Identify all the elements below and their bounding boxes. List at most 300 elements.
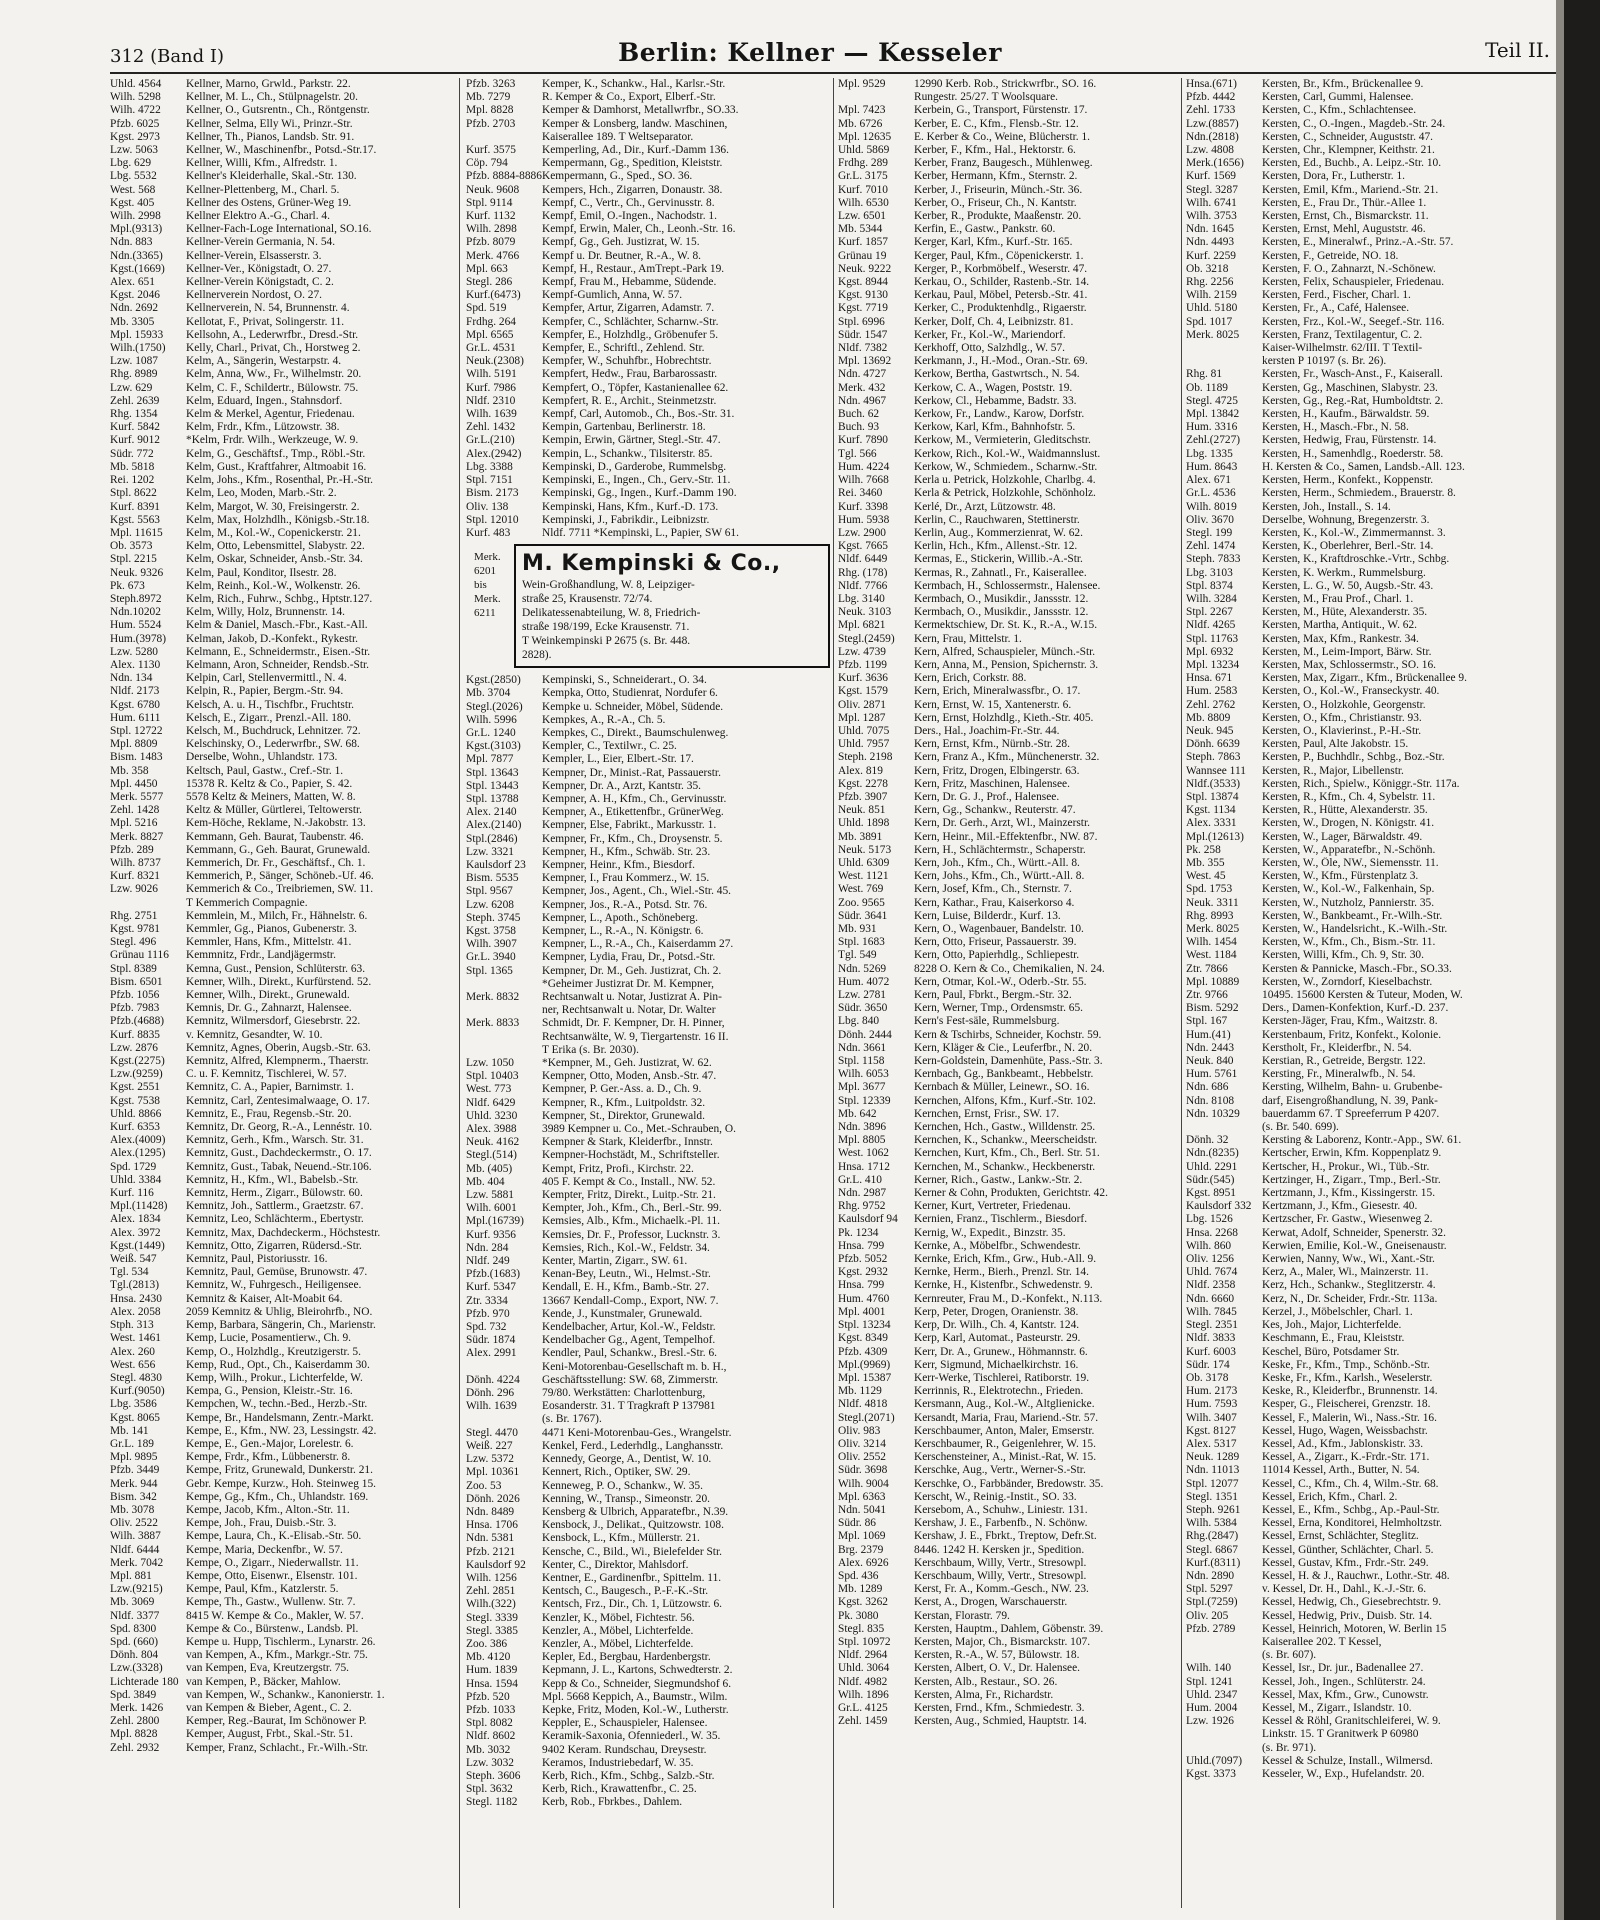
phone-exchange-code: Brg. 2379 [838,1543,884,1556]
phone-exchange-code: Stegl.(2026) [466,700,523,713]
phone-exchange-code: Alex. 5317 [1186,1437,1237,1450]
phone-exchange-code: Weiß. 547 [110,1253,157,1266]
phone-exchange-code: Merk. 432 [838,381,886,394]
phone-exchange-code: Kgst. 2046 [110,289,160,302]
phone-exchange-code: Neuk. 945 [1186,724,1234,737]
entry-text: Kempe, O., Zigarr., Niederwallstr. 11. [186,1556,359,1569]
entry-text: Kempner, Jos., Agent., Ch., Wiel.-Str. 45. [542,885,732,898]
phone-exchange-code: Spd. 732 [466,1321,507,1334]
directory-entry [1186,1596,1546,1609]
directory-entry [466,527,830,540]
directory-entry [466,1295,830,1308]
entry-text: Kellner, Willi, Kfm., Alfredstr. 1. [186,157,338,170]
phone-exchange-code: Dönh. 296 [466,1387,515,1400]
phone-exchange-code: Steph. 3606 [466,1769,521,1782]
entry-text: Kempner, Lydia, Frau, Dr., Potsd.-Str. [542,951,716,964]
phone-exchange-code: Hum. 8643 [1186,460,1238,473]
directory-entry [1186,131,1546,144]
phone-exchange-code: Lbg. 1526 [1186,1213,1233,1226]
phone-exchange-code: Kurf. 7890 [838,434,888,447]
phone-exchange-code: Lzw. 1926 [1186,1715,1234,1728]
entry-text: Kersten, Ed., Buchb., A. Leipz.-Str. 10. [1262,157,1442,170]
entry-text: Kersten, K., Kraftdroschke.-Vrtr., Schbg. [1262,553,1450,566]
phone-exchange-code: West. 1461 [110,1332,161,1345]
phone-exchange-code: Merk. 5577 [110,790,164,803]
phone-exchange-code: Pfzb. 5052 [838,1253,888,1266]
directory-entry [110,1715,454,1728]
entry-text: Kersten, F., Getreide, NO. 18. [1262,249,1399,262]
directory-entry [466,1704,830,1717]
directory-entry [466,342,830,355]
phone-exchange-code: Kgst. 2973 [110,130,160,143]
entry-text: Kerb, Rich., Krawattenfbr., C. 25. [542,1783,697,1796]
directory-entry [838,1504,1178,1517]
phone-exchange-code: Zoo. 53 [466,1479,502,1492]
entry-text: Kersten, H., Samenhdlg., Roederstr. 58. [1262,447,1444,460]
entry-text: Kershaw, J. E., Farbenfb., N. Schönw. [914,1517,1088,1530]
phone-exchange-code: Merk. 4766 [466,249,520,262]
phone-exchange-code: Kgst. 2278 [838,777,888,790]
directory-entry [1186,1279,1546,1292]
phone-exchange-code: Rhg. 2256 [1186,276,1234,289]
phone-exchange-code: Stegl. 199 [1186,526,1233,539]
directory-entry [110,487,454,500]
directory-entry [1186,751,1546,764]
phone-exchange-code: Hum. 1839 [466,1664,518,1677]
directory-entry [1186,685,1546,698]
entry-text: Kerner, Rich., Gastw., Lankw.-Str. 2. [914,1173,1083,1186]
directory-entry [466,1519,830,1532]
entry-text: Kempf, Erwin, Maler, Ch., Leonh.-Str. 16. [542,223,736,236]
entry-text: Kersten, Major, Ch., Bismarckstr. 107. [914,1635,1091,1648]
directory-entry [838,1702,1178,1715]
phone-exchange-code: Alex. 2140 [466,806,517,819]
entry-text: Kessel, Hugo, Wagen, Weissbachstr. [1262,1424,1428,1437]
phone-exchange-code: Nldf. 6444 [110,1543,160,1556]
directory-entry [466,118,830,131]
directory-entry [838,395,1178,408]
entry-text: Kepler, Ed., Bergbau, Hardenbergstr. [542,1651,711,1664]
entry-text: Kerstian, R., Getreide, Bergstr. 122. [1262,1055,1426,1068]
phone-exchange-code: Mpl. 9895 [110,1451,158,1464]
directory-entry [1186,197,1546,210]
directory-entry [466,1149,830,1162]
directory-entry [1186,250,1546,263]
directory-entry [838,1438,1178,1451]
phone-exchange-code: Zehl. 2639 [110,394,160,407]
directory-entry [110,712,454,725]
directory-entry [110,949,454,962]
phone-exchange-code: Kurf.(9050) [110,1385,165,1398]
entry-text: Kern, Anna, M., Pension, Spichernstr. 3. [914,658,1099,671]
directory-entry [110,738,454,751]
directory-entry [110,1121,454,1134]
directory-entry [110,1319,454,1332]
entry-text: Kernreuter, Frau M., D.-Konfekt., N.113. [914,1292,1103,1305]
phone-exchange-code: Mpl.(11428) [110,1200,168,1213]
directory-entry [838,1425,1178,1438]
entry-text: Kessel, C., Kfm., Ch. 4, Wilm.-Str. 68. [1262,1477,1439,1490]
directory-entry [466,1387,830,1400]
entry-text: (s. Br. 971). [1262,1741,1317,1754]
directory-entry [1186,527,1546,540]
entry-text: Kernke, A., Möbelfbr., Schwendestr. [914,1239,1081,1252]
phone-exchange-code: Hnsa. 799 [838,1279,885,1292]
phone-exchange-code: Ndn. 686 [1186,1081,1229,1094]
entry-text: Kempner-Hochstädt, M., Schriftsteller. [542,1149,720,1162]
directory-entry [838,448,1178,461]
phone-exchange-code: Wilh. 6741 [1186,196,1237,209]
directory-entry [1186,1147,1546,1160]
directory-entry [838,567,1178,580]
directory-entry [110,963,454,976]
entry-text: Kersten, Fr., Wasch-Anst., F., Kaiserall. [1262,368,1443,381]
directory-entry [1186,1689,1546,1702]
directory-entry [1186,804,1546,817]
entry-text: Kendelbacher, Artur, Kol.-W., Feldstr. [542,1321,716,1334]
directory-entry [1186,936,1546,949]
phone-exchange-code: West. 656 [110,1358,156,1371]
directory-entry [838,316,1178,329]
header-rule [110,72,1590,74]
directory-entry [838,91,1178,104]
phone-exchange-code: Nldf. 7766 [838,579,888,592]
entry-text: Kempf-Gumlich, Anna, W. 57. [542,289,683,302]
directory-entry [110,1068,454,1081]
directory-entry [110,897,454,910]
directory-entry [466,1229,830,1242]
directory-entry [466,1268,830,1281]
entry-text: Kemnitz, Gust., Tabak, Neuend.-Str.106. [186,1160,372,1173]
phone-exchange-code: Kurf. 8835 [110,1028,160,1041]
directory-entry [1186,474,1546,487]
phone-exchange-code: Ndn. 10329 [1186,1107,1240,1120]
phone-exchange-code: Kgst. 7719 [838,302,888,315]
directory-entry [466,421,830,434]
directory-entry [1186,923,1546,936]
phone-exchange-code: Lzw.(8857) [1186,117,1239,130]
phone-exchange-code: Hnsa. 671 [1186,672,1233,685]
entry-text: Kellner, M. L., Ch., Stülpnagelstr. 20. [186,91,358,104]
directory-entry [466,144,830,157]
entry-text: Kempner, St., Direktor, Grunewald. [542,1109,705,1122]
phone-exchange-code: Gr.L. 4531 [466,342,516,355]
phone-exchange-code: Mpl. 15933 [110,328,164,341]
directory-entry [838,831,1178,844]
entry-text: Kern, Luise, Bilderdr., Kurf. 13. [914,909,1061,922]
directory-entry [1186,1412,1546,1425]
entry-text: Kersten, Ernst, Ch., Bismarckstr. 11. [1262,210,1429,223]
directory-entry [110,567,454,580]
phone-exchange-code: Hum. 5938 [838,513,890,526]
entry-text: Kersten, Emil, Kfm., Mariend.-Str. 21. [1262,183,1439,196]
directory-entry [466,819,830,832]
entry-text: Kempner & Stark, Kleiderfbr., Innstr. [542,1136,713,1149]
entry-text: Kerstenbaum, Fritz, Konfekt., Kolonie. [1262,1028,1442,1041]
directory-entry [1186,712,1546,725]
phone-exchange-code: Kurf. 1569 [1186,170,1236,183]
directory-entry [838,434,1178,447]
directory-entry [466,434,830,447]
entry-text: Kernke, Erich, Kfm., Grw., Hub.-All. 9. [914,1253,1097,1266]
directory-entry [110,104,454,117]
phone-exchange-code: Kgst. 6780 [110,698,160,711]
phone-exchange-code: Kurf. 5842 [110,421,160,434]
entry-text: Kaiserallee 202. T Kessel, [1262,1635,1382,1648]
directory-entry [1186,857,1546,870]
entry-text: Kempner, Fr., Kfm., Ch., Droysenstr. 5. [542,832,723,845]
directory-entry [110,619,454,632]
column-divider [459,78,460,1908]
directory-entry [838,276,1178,289]
directory-entry [838,844,1178,857]
directory-entry [838,1108,1178,1121]
entry-text: Kersten, Alb., Restaur., SO. 26. [914,1675,1058,1688]
entry-text: Kerkow, Fr., Landw., Karow, Dorfstr. [914,408,1085,421]
entry-text: Kerkow, W., Schmiedem., Scharnw.-Str. [914,460,1098,473]
entry-text: Kemmnitz, Frdr., Landjägermstr. [186,949,336,962]
entry-text: Kemper, K., Schankw., Hal., Karlsr.-Str. [542,78,726,90]
directory-entry [110,857,454,870]
phone-exchange-code: Gr.L. 189 [110,1437,154,1450]
directory-entry [1186,963,1546,976]
column-divider [833,78,834,1908]
directory-entry [466,1625,830,1638]
directory-entry [466,1347,830,1360]
directory-entry [838,78,1178,91]
entry-text: Kersten, K., Oberlehrer, Berl.-Str. 14. [1262,540,1434,553]
phone-exchange-code: Alex. 2991 [466,1347,517,1360]
directory-entry [838,1596,1178,1609]
directory-entry [1186,157,1546,170]
entry-text: *Geheimer Justizrat Dr. M. Kempner, [542,977,714,990]
entry-text: Kempe, Gg., Kfm., Ch., Uhlandstr. 169. [186,1490,369,1503]
directory-entry [1186,91,1546,104]
phone-exchange-code: Kurf. 9012 [110,434,160,447]
phone-exchange-code: Merk.(1656) [1186,157,1244,170]
entry-text: Kernchen, Hch., Gastw., Willdenstr. 25. [914,1121,1096,1134]
entry-text: Kersten-Jäger, Frau, Kfm., Waitzstr. 8. [1262,1015,1438,1028]
entry-text: Kemnitz, E., Frau, Regensb.-Str. 20. [186,1107,352,1120]
entry-text: Kersting & Laborenz, Kontr.-App., SW. 61. [1262,1134,1462,1147]
directory-entry [1186,1623,1546,1636]
phone-exchange-code: Alex.(2942) [466,447,522,460]
directory-entry [1186,184,1546,197]
directory-entry [1186,210,1546,223]
phone-exchange-code: Mpl. 8805 [838,1134,886,1147]
phone-exchange-code: Wilh. 3887 [110,1530,161,1543]
phone-exchange-code: Gr.L.(210) [466,434,515,447]
phone-exchange-code: Kgst. 3373 [1186,1768,1236,1780]
directory-entry [466,701,830,714]
phone-exchange-code: Lzw. 5280 [110,645,158,658]
entry-text: Kernchen, Alfons, Kfm., Kurf.-Str. 102. [914,1094,1096,1107]
directory-entry [838,263,1178,276]
entry-text: *Kempner, M., Geh. Justizrat, W. 62. [542,1057,712,1069]
entry-text: Keramos, Industriebedarf, W. 35. [542,1756,694,1769]
phone-exchange-code: Rhg. 8989 [110,368,158,381]
directory-entry [466,131,830,144]
directory-entry [838,1055,1178,1068]
phone-exchange-code: Oliv. 2871 [838,698,886,711]
directory-entry [466,1017,830,1030]
phone-exchange-code: Kurf. 9356 [466,1228,516,1241]
phone-exchange-code: Uhld. 5869 [838,144,890,157]
directory-entry [466,1215,830,1228]
phone-exchange-code: Merk. 8827 [110,830,164,843]
directory-entry [110,170,454,183]
directory-entry [110,434,454,447]
phone-exchange-code: Ndn.(2818) [1186,130,1239,143]
phone-exchange-code: Mpl. 7423 [838,104,886,117]
phone-exchange-code: Steph. 2198 [838,751,893,764]
phone-exchange-code: Pfzb. 2121 [466,1545,516,1558]
entry-text: Kershaw, J. E., Fbrkt., Treptow, Defr.St. [914,1530,1097,1543]
phone-exchange-code: Kurf. 1132 [466,210,516,223]
phone-exchange-code: Rhg.(2847) [1186,1530,1239,1543]
entry-text: Kellner-Ver., Königstadt, O. 27. [186,262,332,275]
phone-exchange-code: Uhld. 2291 [1186,1160,1238,1173]
entry-text: Kersmann, Aug., Kol.-W., Altglienicke. [914,1398,1095,1411]
directory-entry [838,170,1178,183]
phone-exchange-code: Mpl. 6363 [838,1490,886,1503]
directory-entry [1186,1095,1546,1108]
phone-exchange-code: Ndn. 3896 [838,1121,887,1134]
entry-text: Kersten, Rich., Spielw., Königgr.-Str. 117a. [1262,777,1460,790]
directory-entry [110,408,454,421]
entry-text: 2059 Kemnitz & Uhlig, Bleirohrfb., NO. [186,1305,373,1318]
directory-entry [110,131,454,144]
directory-entry [466,302,830,315]
directory-entry [838,897,1178,910]
directory-entry [1186,989,1546,1002]
directory-entry [466,157,830,170]
phone-exchange-code: Stpl. 1365 [466,964,513,977]
phone-exchange-code: Dönh. 2026 [466,1492,520,1505]
phone-exchange-code: Kurf. 1857 [838,236,888,249]
directory-entry [466,514,830,527]
directory-entry [466,236,830,249]
entry-text: R. Kemper & Co., Export, Elberf.-Str. [542,91,716,104]
directory-entry [1186,501,1546,514]
phone-exchange-code: Stpl. 12722 [110,724,163,737]
directory-entry [110,633,454,646]
phone-exchange-code: Neuk. 5173 [838,843,892,856]
entry-text: Kerschke, Aug., Vertr., Werner-S.-Str. [914,1464,1086,1477]
entry-text: Kempinski, Gg., Ingen., Kurf.-Damm 190. [542,487,737,500]
directory-entry [466,276,830,289]
phone-exchange-code: Wilh. 7668 [838,474,889,487]
directory-entry [110,765,454,778]
phone-exchange-code: Pk. 1234 [838,1226,879,1239]
directory-entry [110,1623,454,1636]
entry-text: Derselbe, Wohn., Uhlandstr. 173. [186,751,338,764]
phone-exchange-code: Kurf. 116 [110,1187,154,1200]
entry-text: Kempe, Maria, Deckenfbr., W. 57. [186,1543,343,1556]
entry-text: Kersten, W., Kfm., Fürstenplatz 3. [1262,870,1419,883]
entry-text: Kendall, E. H., Kfm., Bamb.-Str. 27. [542,1281,710,1294]
phone-exchange-code: Wilh.(1750) [110,342,166,355]
directory-entry [838,791,1178,804]
entry-text: Kersten, Br., Kfm., Brückenallee 9. [1262,78,1424,90]
entry-text: Keske, R., Kleiderfbr., Brunnenstr. 14. [1262,1385,1438,1398]
phone-exchange-code: Steph. 3745 [466,911,521,924]
directory-entry [466,91,830,104]
entry-text: Kernchen, K., Schankw., Meerscheidstr. [914,1134,1098,1147]
directory-entry [838,236,1178,249]
phone-exchange-code: Nldf. 3833 [1186,1332,1236,1345]
phone-exchange-code: Wilh. 5384 [1186,1517,1237,1530]
phone-exchange-code: Hnsa. 2268 [1186,1226,1238,1239]
entry-text: Kersten, Ferd., Fischer, Charl. 1. [1262,289,1411,302]
phone-exchange-code: Stpl. 9114 [466,196,513,209]
entry-text: Kelm, Rich., Fuhrw., Schbg., Hptstr.127. [186,592,373,605]
column-3 [838,78,1178,1908]
phone-exchange-code: Stph. 313 [110,1319,154,1332]
directory-entry [838,540,1178,553]
directory-entry [1186,1306,1546,1319]
phone-exchange-code: Uhld. 5180 [1186,302,1238,315]
phone-exchange-code: Ndn.10202 [110,606,161,619]
entry-text: Kenkel, Ferd., Lederhdlg., Langhansstr. [542,1439,724,1452]
directory-entry [1186,170,1546,183]
entry-text: 8228 O. Kern & Co., Chemikalien, N. 24. [914,962,1105,975]
entry-text: Kerger, Paul, Kfm., Cöpenickerstr. 1. [914,249,1084,262]
directory-entry [1186,1346,1546,1359]
entry-text: Kersten, H., Masch.-Fbr., N. 58. [1262,421,1409,434]
directory-entry [466,872,830,885]
phone-exchange-code: Zehl. 1432 [466,421,516,434]
entry-text: Kerkow, Karl, Kfm., Bahnhofstr. 5. [914,421,1076,434]
entry-text: Kemnitz, Alfred, Klempnerm., Thaerstr. [186,1055,369,1068]
phone-exchange-code: Bism. 342 [110,1490,157,1503]
phone-exchange-code: Pfzb. 1199 [838,658,887,671]
phone-exchange-code: Wilh. 3284 [1186,592,1237,605]
phone-exchange-code: Pfzb. 289 [110,843,154,856]
entry-text: Kerstholt, Fr., Kleiderfbr., N. 54. [1262,1041,1412,1054]
phone-exchange-code: Stpl. 10972 [838,1635,891,1648]
entry-text: Kerlin, Aug., Kommerzienrat, W. 62. [914,526,1083,539]
entry-text: Kempf, Gg., Geh. Justizrat, W. 15. [542,236,700,249]
directory-entry [110,1174,454,1187]
entry-text: Keschmann, E., Frau, Kleiststr. [1262,1332,1405,1345]
entry-text: Kerscht, W., Reinig.-Instit., SO. 33. [914,1490,1077,1503]
ad-phone-codes [474,550,522,620]
entry-text: Kertscher, Erwin, Kfm. Koppenplatz 9. [1262,1147,1442,1160]
directory-entry [1186,567,1546,580]
entry-text: Keske, Fr., Kfm., Tmp., Schönb.-Str. [1262,1358,1430,1371]
entry-text: Kersten, W., Bankbeamt., Fr.-Wilh.-Str. [1262,909,1443,922]
phone-exchange-code: Ndn. 8489 [466,1505,515,1518]
phone-exchange-code: Stegl. 4830 [110,1371,162,1384]
entry-text: Kessel, F., Malerin, Wi., Nass.-Str. 16. [1262,1411,1437,1424]
entry-text: Kelm, Leo, Moden, Marb.-Str. 2. [186,487,337,500]
directory-entry [110,1227,454,1240]
directory-entry [110,157,454,170]
phone-exchange-code: Zehl. 1428 [110,804,160,817]
directory-entry [110,1702,454,1715]
phone-exchange-code: Oliv. 2552 [838,1451,886,1464]
phone-exchange-code: Ztr. 3334 [466,1294,508,1307]
phone-exchange-code: Stegl.(514) [466,1149,517,1162]
entry-text: Kempner, A., Etikettenfbr., GrünerWeg. [542,806,724,819]
entry-text: van Kempen, A., Kfm., Markgr.-Str. 75. [186,1649,368,1662]
phone-exchange-code: Lzw.(9215) [110,1583,163,1596]
directory-entry [466,355,830,368]
directory-entry [1186,606,1546,619]
phone-exchange-code: Kgst.(3103) [466,740,521,753]
phone-exchange-code: Gr.L. 3175 [838,170,888,183]
